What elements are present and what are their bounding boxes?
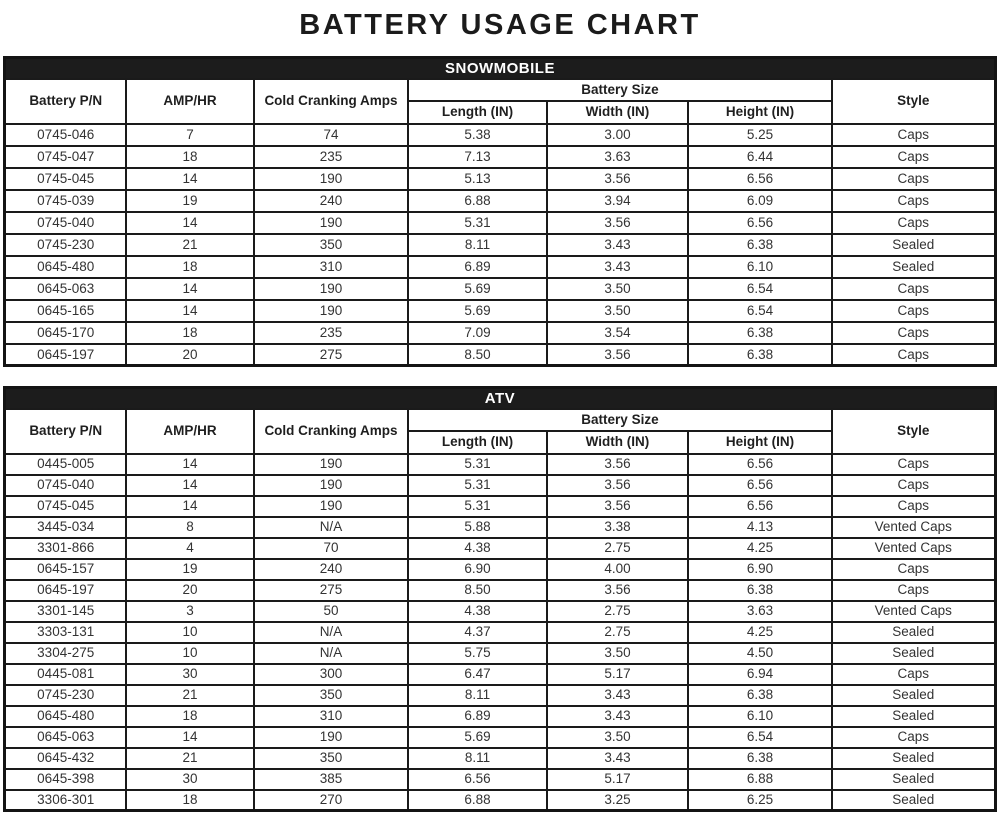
table-row xyxy=(5,580,995,601)
table-row xyxy=(5,748,995,769)
table-cell: 0645-432 xyxy=(5,748,126,769)
table-cell: 3.43 xyxy=(547,748,688,769)
table-cell: 0745-046 xyxy=(5,124,126,146)
table-cell: 4.00 xyxy=(547,559,688,580)
table-cell: Sealed xyxy=(832,748,995,769)
table-cell: 3301-145 xyxy=(5,601,126,622)
table-cell: 3306-301 xyxy=(5,790,126,811)
table-cell: 0645-165 xyxy=(5,300,126,322)
table-cell: 18 xyxy=(126,146,254,168)
table-cell: N/A xyxy=(254,622,408,643)
table-cell: Sealed xyxy=(832,769,995,790)
table-row xyxy=(5,496,995,517)
table-cell: 3.54 xyxy=(547,322,688,344)
table-cell: N/A xyxy=(254,517,408,538)
table-cell: 0745-230 xyxy=(5,685,126,706)
table-cell: 0745-045 xyxy=(5,496,126,517)
table-cell: 3 xyxy=(126,601,254,622)
column-header-style: Style xyxy=(832,409,995,454)
table-cell: 300 xyxy=(254,664,408,685)
table-cell: Caps xyxy=(832,496,995,517)
table-cell: 5.31 xyxy=(408,454,547,475)
table-cell: 14 xyxy=(126,168,254,190)
table-cell: 6.54 xyxy=(688,300,832,322)
table-cell: 6.56 xyxy=(688,212,832,234)
table-cell: 190 xyxy=(254,727,408,748)
table-cell: 6.10 xyxy=(688,706,832,727)
table-cell: 21 xyxy=(126,234,254,256)
table-cell: 350 xyxy=(254,685,408,706)
table-cell: Vented Caps xyxy=(832,517,995,538)
table-cell: 3445-034 xyxy=(5,517,126,538)
table-cell: 4.38 xyxy=(408,538,547,559)
atv-table xyxy=(3,386,996,812)
table-cell: 8.50 xyxy=(408,344,547,366)
table-cell: 5.31 xyxy=(408,475,547,496)
table-cell: 21 xyxy=(126,685,254,706)
table-cell: 190 xyxy=(254,168,408,190)
table-cell: 3.56 xyxy=(547,496,688,517)
table-cell: N/A xyxy=(254,643,408,664)
column-header-battery-pn: Battery P/N xyxy=(5,409,126,454)
table-row xyxy=(5,146,995,168)
table-cell: 30 xyxy=(126,769,254,790)
table-cell: 50 xyxy=(254,601,408,622)
table-cell: Sealed xyxy=(832,790,995,811)
table-cell: 3.50 xyxy=(547,278,688,300)
table-cell: 3.63 xyxy=(688,601,832,622)
table-row xyxy=(5,790,995,811)
table-cell: 18 xyxy=(126,706,254,727)
table-cell: 0745-040 xyxy=(5,475,126,496)
table-cell: 8.50 xyxy=(408,580,547,601)
table-row xyxy=(5,322,995,344)
column-header-battery-size: Battery Size xyxy=(408,79,832,101)
table-cell: Caps xyxy=(832,475,995,496)
table-cell: 6.54 xyxy=(688,727,832,748)
table-row xyxy=(5,190,995,212)
column-header-width: Width (IN) xyxy=(547,431,688,454)
table-cell: 235 xyxy=(254,146,408,168)
table-cell: 4 xyxy=(126,538,254,559)
table-cell: Caps xyxy=(832,212,995,234)
table-cell: 14 xyxy=(126,300,254,322)
table-cell: 7.09 xyxy=(408,322,547,344)
table-cell: 4.38 xyxy=(408,601,547,622)
column-header-cold-cranking-amps: Cold Cranking Amps xyxy=(254,409,408,454)
table-cell: Vented Caps xyxy=(832,601,995,622)
table-cell: 19 xyxy=(126,190,254,212)
column-header-cold-cranking-amps: Cold Cranking Amps xyxy=(254,79,408,124)
table-cell: Caps xyxy=(832,124,995,146)
table-cell: 275 xyxy=(254,580,408,601)
table-cell: 5.75 xyxy=(408,643,547,664)
table-cell: 6.38 xyxy=(688,234,832,256)
table-cell: 14 xyxy=(126,454,254,475)
table-cell: 4.37 xyxy=(408,622,547,643)
table-cell: 5.17 xyxy=(547,664,688,685)
table-cell: Caps xyxy=(832,300,995,322)
table-cell: 6.56 xyxy=(688,454,832,475)
table-row xyxy=(5,344,995,366)
table-cell: 6.54 xyxy=(688,278,832,300)
table-cell: 190 xyxy=(254,454,408,475)
table-cell: 4.25 xyxy=(688,538,832,559)
table-cell: 6.94 xyxy=(688,664,832,685)
table-cell: 385 xyxy=(254,769,408,790)
table-cell: 6.25 xyxy=(688,790,832,811)
table-cell: 6.90 xyxy=(688,559,832,580)
table-cell: 6.09 xyxy=(688,190,832,212)
table-cell: 20 xyxy=(126,344,254,366)
column-header-amp-hr: AMP/HR xyxy=(126,79,254,124)
table-cell: 3.25 xyxy=(547,790,688,811)
table-cell: 6.56 xyxy=(408,769,547,790)
table-cell: 190 xyxy=(254,212,408,234)
column-header-height: Height (IN) xyxy=(688,431,832,454)
table-cell: 5.38 xyxy=(408,124,547,146)
table-cell: 0745-039 xyxy=(5,190,126,212)
table-cell: 3.56 xyxy=(547,454,688,475)
table-cell: 3.63 xyxy=(547,146,688,168)
table-cell: 3.38 xyxy=(547,517,688,538)
table-cell: 18 xyxy=(126,790,254,811)
table-cell: 7 xyxy=(126,124,254,146)
table-cell: 3.43 xyxy=(547,685,688,706)
table-cell: 70 xyxy=(254,538,408,559)
table-cell: Caps xyxy=(832,344,995,366)
table-cell: 0645-063 xyxy=(5,727,126,748)
table-cell: 4.25 xyxy=(688,622,832,643)
table-cell: 3301-866 xyxy=(5,538,126,559)
table-row xyxy=(5,727,995,748)
atv-table-body xyxy=(5,454,995,811)
table-cell: 5.88 xyxy=(408,517,547,538)
table-cell: 4.13 xyxy=(688,517,832,538)
table-cell: 0645-197 xyxy=(5,580,126,601)
table-cell: 14 xyxy=(126,475,254,496)
table-cell: 0645-398 xyxy=(5,769,126,790)
table-row xyxy=(5,664,995,685)
table-cell: 3.50 xyxy=(547,727,688,748)
table-cell: 3.00 xyxy=(547,124,688,146)
table-cell: Caps xyxy=(832,454,995,475)
table-cell: 6.56 xyxy=(688,475,832,496)
table-cell: 14 xyxy=(126,496,254,517)
table-cell: 74 xyxy=(254,124,408,146)
table-row xyxy=(5,706,995,727)
table-cell: 190 xyxy=(254,300,408,322)
table-cell: 3.56 xyxy=(547,168,688,190)
table-cell: 6.56 xyxy=(688,496,832,517)
table-cell: 3303-131 xyxy=(5,622,126,643)
table-cell: 3304-275 xyxy=(5,643,126,664)
table-cell: 8.11 xyxy=(408,685,547,706)
table-cell: 5.13 xyxy=(408,168,547,190)
table-cell: Caps xyxy=(832,190,995,212)
table-cell: 14 xyxy=(126,727,254,748)
table-cell: 21 xyxy=(126,748,254,769)
table-row xyxy=(5,643,995,664)
table-cell: 5.31 xyxy=(408,212,547,234)
table-cell: 2.75 xyxy=(547,601,688,622)
table-cell: 3.43 xyxy=(547,234,688,256)
section-header-atv: ATV xyxy=(5,388,995,409)
table-cell: 350 xyxy=(254,234,408,256)
table-cell: 0645-480 xyxy=(5,706,126,727)
table-cell: 6.89 xyxy=(408,706,547,727)
table-cell: Caps xyxy=(832,580,995,601)
table-cell: 270 xyxy=(254,790,408,811)
table-cell: 0745-040 xyxy=(5,212,126,234)
table-cell: 8 xyxy=(126,517,254,538)
table-cell: 6.88 xyxy=(408,790,547,811)
table-cell: 235 xyxy=(254,322,408,344)
table-cell: 0645-170 xyxy=(5,322,126,344)
table-cell: 6.90 xyxy=(408,559,547,580)
table-cell: 6.38 xyxy=(688,748,832,769)
column-header-amp-hr: AMP/HR xyxy=(126,409,254,454)
table-cell: Caps xyxy=(832,727,995,748)
table-cell: 18 xyxy=(126,322,254,344)
table-cell: 8.11 xyxy=(408,748,547,769)
table-cell: 310 xyxy=(254,706,408,727)
column-header-width: Width (IN) xyxy=(547,101,688,124)
table-cell: 0645-157 xyxy=(5,559,126,580)
page-title: BATTERY USAGE CHART xyxy=(299,9,701,41)
table-cell: Sealed xyxy=(832,643,995,664)
table-cell: Caps xyxy=(832,278,995,300)
table-cell: 0745-045 xyxy=(5,168,126,190)
table-cell: 6.56 xyxy=(688,168,832,190)
table-row xyxy=(5,685,995,706)
table-cell: Sealed xyxy=(832,706,995,727)
table-cell: Sealed xyxy=(832,622,995,643)
table-cell: 4.50 xyxy=(688,643,832,664)
table-cell: 5.31 xyxy=(408,496,547,517)
table-row xyxy=(5,278,995,300)
table-row xyxy=(5,769,995,790)
table-row xyxy=(5,559,995,580)
table-cell: 350 xyxy=(254,748,408,769)
table-cell: 240 xyxy=(254,190,408,212)
table-cell: 2.75 xyxy=(547,622,688,643)
table-cell: 0745-047 xyxy=(5,146,126,168)
table-cell: 10 xyxy=(126,622,254,643)
table-cell: 3.94 xyxy=(547,190,688,212)
table-cell: 5.69 xyxy=(408,278,547,300)
table-cell: 3.56 xyxy=(547,475,688,496)
table-cell: 6.47 xyxy=(408,664,547,685)
table-cell: 18 xyxy=(126,256,254,278)
table-cell: 190 xyxy=(254,496,408,517)
table-cell: 0445-081 xyxy=(5,664,126,685)
table-row xyxy=(5,622,995,643)
table-cell: 3.56 xyxy=(547,344,688,366)
table-cell: Caps xyxy=(832,322,995,344)
column-header-length: Length (IN) xyxy=(408,101,547,124)
table-cell: 20 xyxy=(126,580,254,601)
column-header-height: Height (IN) xyxy=(688,101,832,124)
table-cell: 3.50 xyxy=(547,643,688,664)
table-row xyxy=(5,168,995,190)
table-cell: 6.38 xyxy=(688,580,832,601)
snowmobile-table-body xyxy=(5,124,995,366)
snowmobile-table xyxy=(3,56,996,367)
table-cell: 0645-063 xyxy=(5,278,126,300)
table-cell: 5.17 xyxy=(547,769,688,790)
table-cell: 0645-480 xyxy=(5,256,126,278)
table-cell: 240 xyxy=(254,559,408,580)
table-cell: 14 xyxy=(126,212,254,234)
table-cell: 2.75 xyxy=(547,538,688,559)
table-cell: 0645-197 xyxy=(5,344,126,366)
table-cell: 3.56 xyxy=(547,212,688,234)
table-cell: 275 xyxy=(254,344,408,366)
table-cell: 3.43 xyxy=(547,256,688,278)
table-row xyxy=(5,300,995,322)
table-cell: 5.25 xyxy=(688,124,832,146)
table-cell: 5.69 xyxy=(408,727,547,748)
table-cell: 190 xyxy=(254,278,408,300)
column-header-battery-pn: Battery P/N xyxy=(5,79,126,124)
table-cell: 6.38 xyxy=(688,322,832,344)
table-cell: Caps xyxy=(832,664,995,685)
table-cell: Sealed xyxy=(832,256,995,278)
table-cell: 190 xyxy=(254,475,408,496)
table-row xyxy=(5,601,995,622)
table-cell: 6.89 xyxy=(408,256,547,278)
table-cell: Sealed xyxy=(832,234,995,256)
table-cell: 0445-005 xyxy=(5,454,126,475)
table-cell: 0745-230 xyxy=(5,234,126,256)
table-row xyxy=(5,124,995,146)
column-header-length: Length (IN) xyxy=(408,431,547,454)
table-cell: 3.50 xyxy=(547,300,688,322)
table-cell: 6.38 xyxy=(688,344,832,366)
table-row xyxy=(5,517,995,538)
table-cell: Vented Caps xyxy=(832,538,995,559)
table-cell: 8.11 xyxy=(408,234,547,256)
table-cell: Sealed xyxy=(832,685,995,706)
column-header-style: Style xyxy=(832,79,995,124)
table-cell: 310 xyxy=(254,256,408,278)
table-cell: 7.13 xyxy=(408,146,547,168)
table-cell: 6.88 xyxy=(688,769,832,790)
table-cell: Caps xyxy=(832,559,995,580)
table-cell: 6.10 xyxy=(688,256,832,278)
column-header-battery-size: Battery Size xyxy=(408,409,832,431)
table-row xyxy=(5,234,995,256)
table-cell: 19 xyxy=(126,559,254,580)
table-cell: Caps xyxy=(832,168,995,190)
table-row xyxy=(5,475,995,496)
table-cell: 14 xyxy=(126,278,254,300)
table-cell: 6.44 xyxy=(688,146,832,168)
table-cell: 3.56 xyxy=(547,580,688,601)
table-cell: 3.43 xyxy=(547,706,688,727)
table-cell: 30 xyxy=(126,664,254,685)
table-row xyxy=(5,454,995,475)
table-row xyxy=(5,538,995,559)
table-cell: 6.38 xyxy=(688,685,832,706)
section-header-snowmobile: SNOWMOBILE xyxy=(5,58,995,79)
table-row xyxy=(5,212,995,234)
table-row xyxy=(5,256,995,278)
table-cell: 10 xyxy=(126,643,254,664)
table-cell: 6.88 xyxy=(408,190,547,212)
table-cell: Caps xyxy=(832,146,995,168)
table-cell: 5.69 xyxy=(408,300,547,322)
